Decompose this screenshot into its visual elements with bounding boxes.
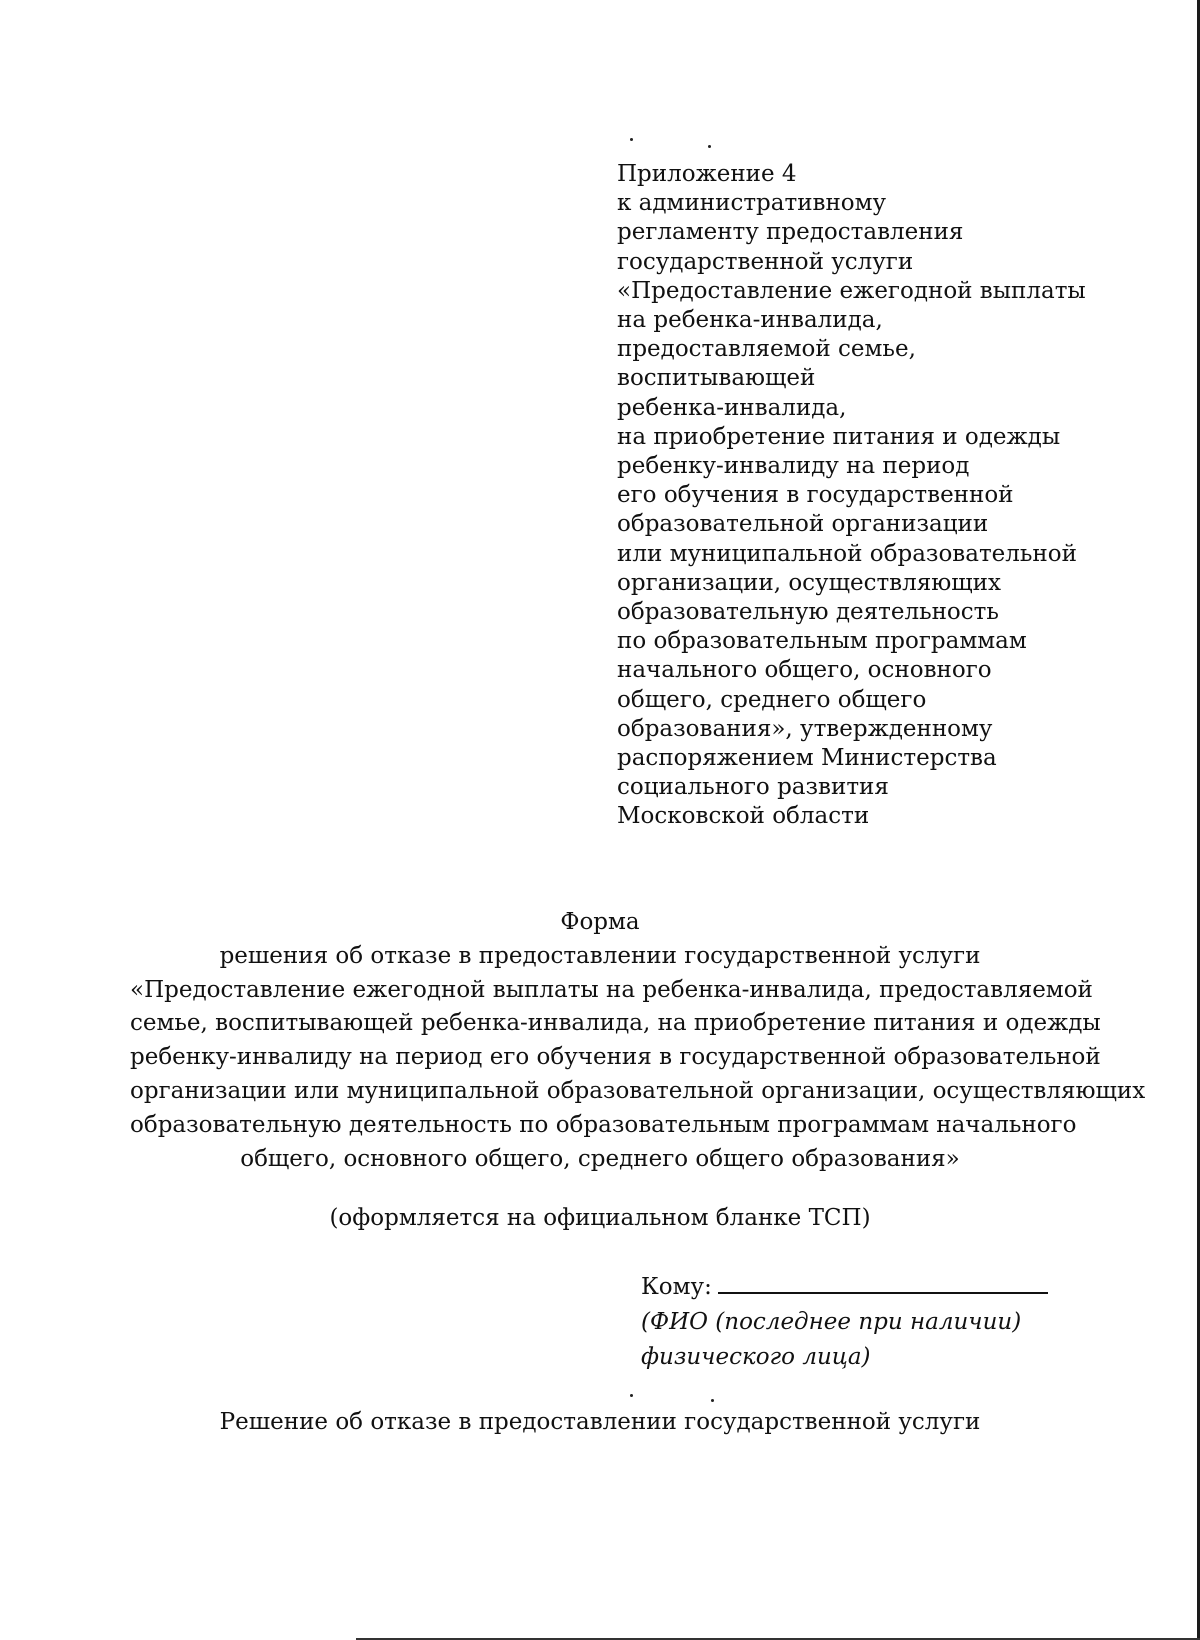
form-title-line: общего, основного общего, среднего общего образования» — [240, 1145, 960, 1172]
appendix-line: воспитывающей — [617, 365, 816, 392]
form-title-line: образовательную деятельность по образовательным программам начального — [130, 1111, 1077, 1138]
form-title-line: решения об отказе в предоставлении государственной услуги — [219, 942, 981, 969]
recipient-name-field[interactable] — [718, 1270, 1048, 1294]
appendix-line: социального развития — [617, 774, 889, 801]
appendix-line: предоставляемой семье, — [617, 336, 916, 363]
form-heading: Форма — [560, 909, 640, 935]
form-title-line: «Предоставление ежегодной выплаты на ребенка-инвалида, предоставляемой — [130, 976, 1093, 1003]
appendix-line: ребенка-инвалида, — [617, 394, 847, 421]
appendix-line: образования», утвержденному — [617, 715, 993, 742]
recipient-hint: (ФИО (последнее при наличии) — [641, 1309, 1022, 1335]
appendix-line: регламенту предоставления — [617, 219, 964, 246]
form-title-line: ребенку-инвалиду на период его обучения в государственной образовательной — [130, 1044, 1101, 1071]
scan-speck — [630, 1394, 633, 1397]
appendix-line: на приобретение питания и одежды — [617, 423, 1061, 450]
recipient-block — [641, 1270, 1101, 1375]
appendix-line: ребенку-инвалиду на период — [617, 453, 970, 480]
scan-speck — [711, 1399, 714, 1402]
appendix-line: «Предоставление ежегодной выплаты — [617, 277, 1086, 304]
appendix-line: или муниципальной образовательной — [617, 540, 1077, 567]
form-title-line: организации или муниципальной образовательной организации, осуществляющих — [130, 1077, 1146, 1104]
appendix-line: к административному — [617, 190, 887, 217]
form-title-block — [130, 906, 1146, 1176]
appendix-line: организации, осуществляющих — [617, 569, 1001, 596]
appendix-line: общего, среднего общего — [617, 686, 927, 713]
appendix-line: государственной услуги — [617, 248, 914, 275]
appendix-header — [617, 160, 1177, 832]
decision-title: Решение об отказе в предоставлении государственной услуги — [219, 1409, 981, 1435]
scan-speck — [630, 138, 633, 141]
appendix-line: образовательной организации — [617, 511, 989, 538]
appendix-line: его обучения в государственной — [617, 482, 1014, 509]
appendix-line: образовательную деятельность — [617, 599, 999, 626]
appendix-line: распоряжением Министерства — [617, 745, 997, 772]
recipient-label: Кому: — [641, 1274, 712, 1300]
appendix-line: Московской области — [617, 803, 870, 830]
appendix-line: начального общего, основного — [617, 657, 992, 684]
scan-speck — [708, 145, 711, 148]
recipient-row — [641, 1270, 1101, 1305]
form-title-line: семье, воспитывающей ребенка-инвалида, на приобретение питания и одежды — [130, 1010, 1101, 1037]
appendix-line: Приложение 4 — [617, 161, 797, 187]
recipient-hint: физического лица) — [641, 1344, 871, 1370]
appendix-line: на ребенка-инвалида, — [617, 307, 883, 334]
blank-note: (оформляется на официальном бланке ТСП) — [329, 1205, 871, 1231]
appendix-line: по образовательным программам — [617, 628, 1027, 655]
